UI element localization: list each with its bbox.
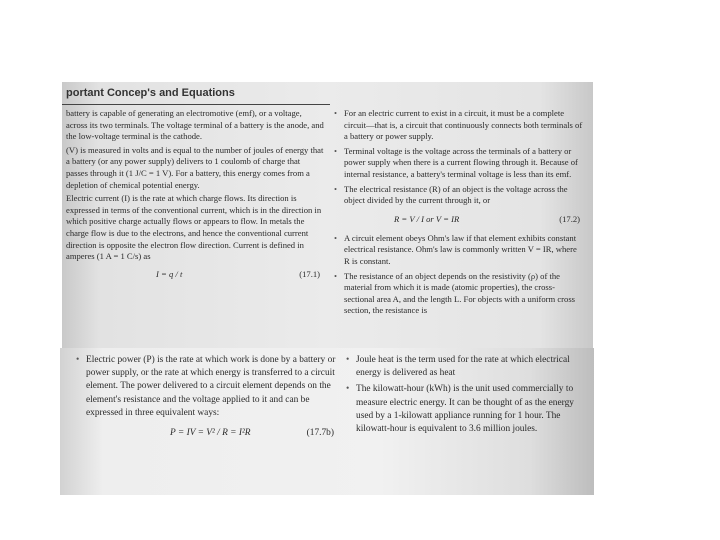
textbook-scan-bottom	[60, 348, 594, 495]
kilowatt-hour-bullet: • The kilowatt-hour (kWh) is the unit used commercially to measure electric energy. It can be thought of as the energy used by a 1-kilowatt appliance running for 1 hour. The kilowatt-hour is equivalent to 3.6 million joules.	[346, 383, 590, 436]
current-equation-expr: I = q / t	[156, 268, 183, 279]
resistance-equation-expr: R = V / I or V = IR	[394, 213, 460, 224]
resistivity-bullet: • The resistance of an object depends on the resistivity (ρ) of the material from which it is made (atomic properties), the cross-sectional area A, and the length L. For objects with a uniform cross section, the resistance is	[334, 271, 584, 317]
current-paragraph: Electric current (I) is the rate at which charge flows. Its direction is expressed in terms of the conventional current, which is in the direction in which positive charge actually flows or appears to flow. In metals the charge flow is due to the electrons, and hence the conventional current direction is opposite the electron flow direction. Current is defined in amperes (1 A = 1 C/s) as	[66, 193, 322, 262]
electric-power-bullet: • Electric power (P) is the rate at which work is done by a battery or power supply, or the rate at which energy is transferred to a circuit element. The power delivered to a circuit element depends on the element's resistance and the voltage applied to it and can be expressed in three equivalent ways:	[76, 354, 338, 420]
heading-rule	[62, 104, 330, 105]
voltage-paragraph: (V) is measured in volts and is equal to the number of joules of energy that a battery (or any power supply) delivers to 1 coulomb of charge that passes through it (1 J/C = 1 V). For a battery, this energy comes from a depletion of chemical potential energy.	[66, 144, 324, 190]
right-column	[334, 108, 584, 320]
bottom-right-column	[346, 354, 590, 439]
section-heading: portant Concep's and Equations	[66, 87, 235, 99]
terminal-voltage-bullet: • Terminal voltage is the voltage across the terminals of a battery or power supply when there is a current flowing through it. Because of internal resistance, a battery's terminal voltage is less than its emf.	[334, 146, 584, 181]
resistance-equation	[334, 210, 584, 230]
resistance-bullet: • The electrical resistance (R) of an object is the voltage across the object divided by the current through it, or	[334, 184, 584, 207]
current-equation-number: (17.1)	[299, 268, 320, 279]
emf-paragraph: battery is capable of generating an electromotive (emf), or a voltage, across its two terminals. The voltage terminal of a battery is the anode, and the low-voltage terminal is the cathode.	[66, 108, 324, 142]
complete-circuit-bullet: • For an electric current to exist in a circuit, it must be a complete circuit—that is, a circuit that continuously connects both terminals of a battery or power supply.	[334, 108, 584, 143]
textbook-scan-top	[62, 82, 593, 348]
current-equation	[66, 265, 324, 285]
ohms-law-bullet: • A circuit element obeys Ohm's law if that element exhibits constant electrical resistance. Ohm's law is commonly written V = IR, where R is constant.	[334, 233, 584, 268]
power-equation	[76, 423, 338, 443]
power-equation-number: (17.7b)	[306, 428, 334, 439]
power-equation-expr: P = IV = V² / R = I²R	[170, 428, 251, 439]
resistance-equation-number: (17.2)	[559, 213, 580, 224]
joule-heat-bullet: • Joule heat is the term used for the rate at which electrical energy is delivered as heat	[346, 354, 590, 380]
left-column	[66, 108, 324, 288]
bottom-left-column	[76, 354, 338, 446]
